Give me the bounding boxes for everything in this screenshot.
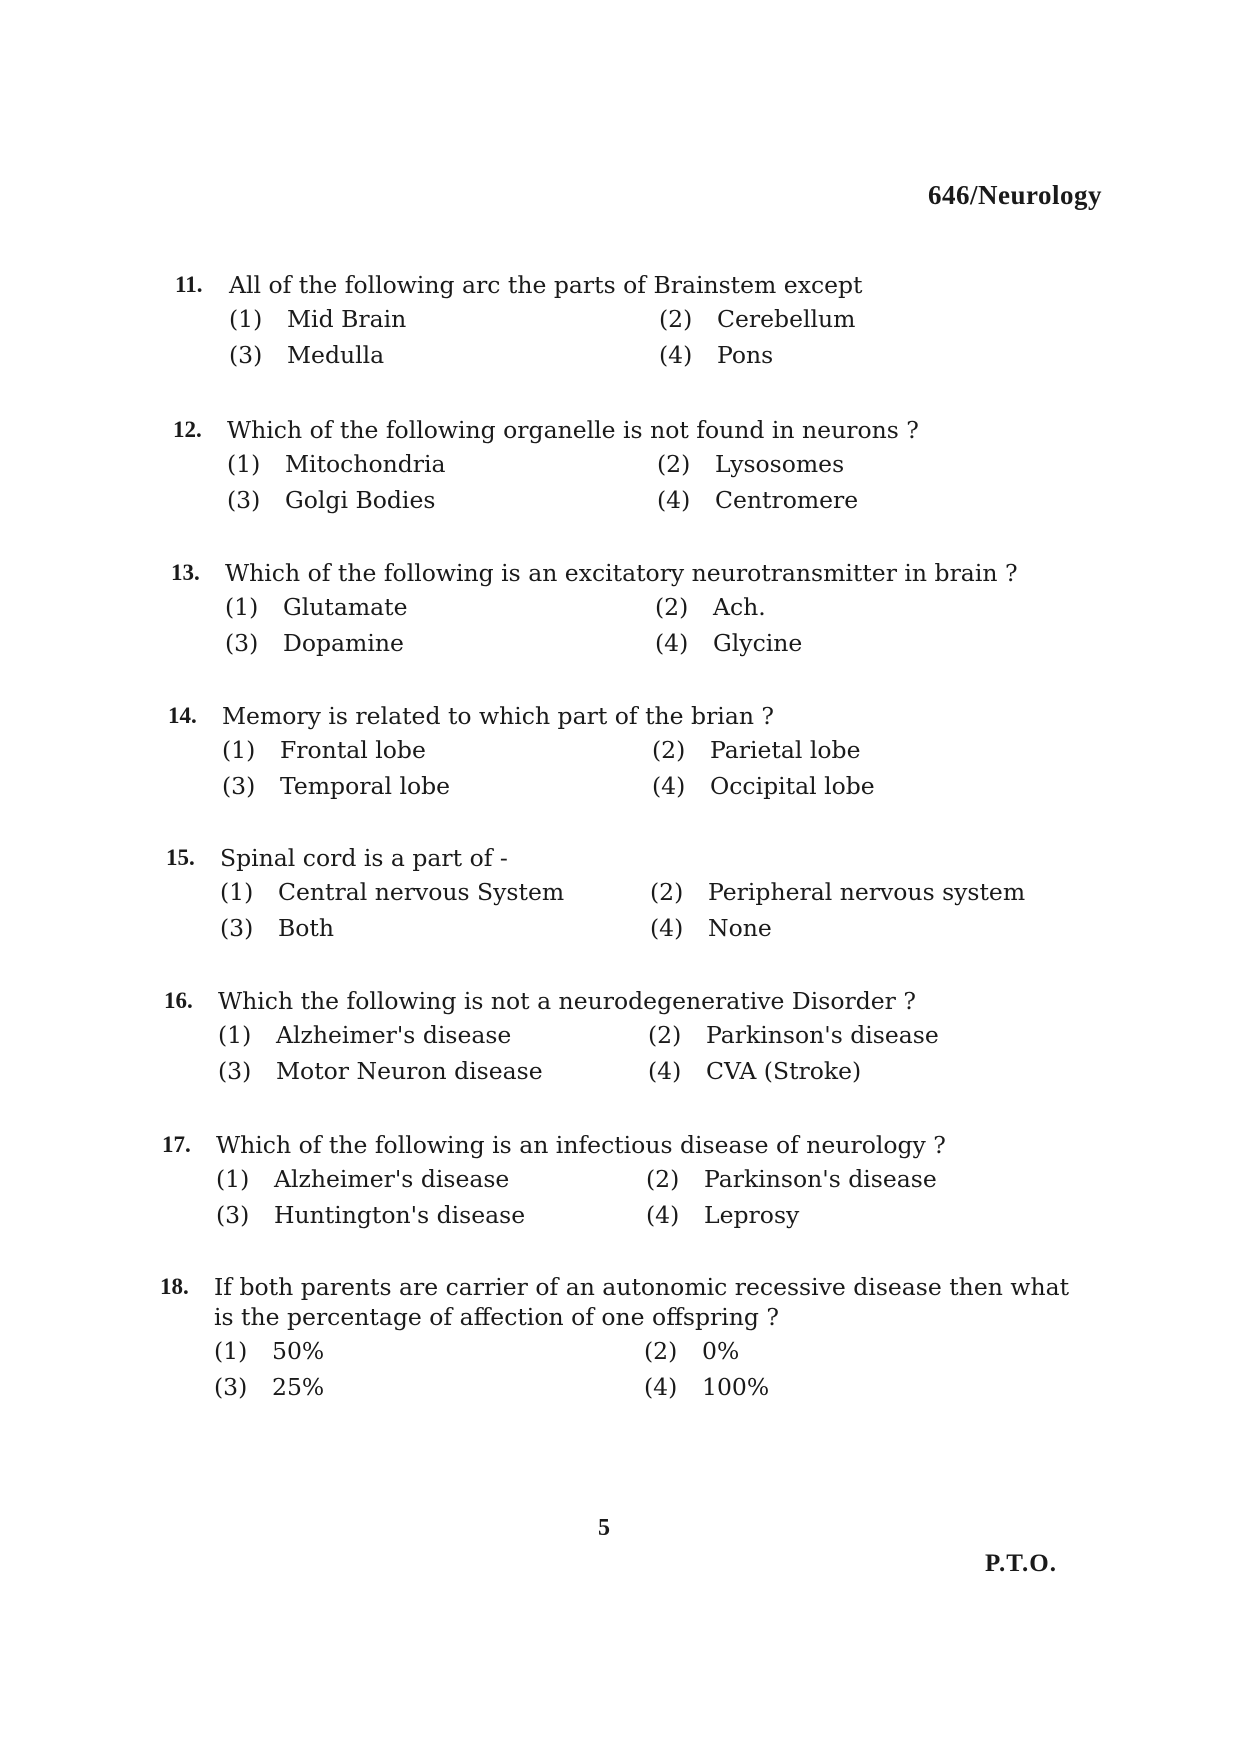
option-text: Huntington's disease [274,1201,526,1229]
option-text: Mitochondria [285,450,446,478]
question-number: 13. [171,560,200,585]
option-number: (1) [227,450,261,478]
option-1 [216,1164,646,1194]
option-text: Cerebellum [717,305,856,333]
option-number: (3) [229,341,263,369]
option-number: (4) [659,341,693,369]
option-3 [216,1200,646,1230]
question-text: Which of the following is an excitatory neurotransmitter in brain ? [225,559,1018,587]
option-number: (1) [214,1337,248,1365]
option-text: Frontal lobe [280,736,426,764]
question-13 [171,558,1091,658]
option-number: (4) [646,1201,680,1229]
paper-code: 646/Neurology [928,180,1102,210]
please-turn-over: P.T.O. [985,1550,1057,1577]
option-text: Parkinson's disease [706,1021,939,1049]
option-text: 50% [272,1337,325,1365]
question-17 [162,1130,1082,1230]
option-text: Glycine [713,629,803,657]
option-2 [644,1336,1074,1366]
option-3 [220,913,650,943]
question-text: Spinal cord is a part of - [220,844,508,872]
question-number: 15. [166,845,195,870]
option-4 [646,1200,1076,1230]
option-1 [229,304,659,334]
option-number: (4) [652,772,686,800]
option-text: 0% [702,1337,740,1365]
option-text: Pons [717,341,774,369]
option-text: None [708,914,772,942]
option-number: (4) [655,629,689,657]
options-grid [225,592,1091,658]
option-text: Alzheimer's disease [274,1165,510,1193]
option-2 [646,1164,1076,1194]
option-4 [655,628,1085,658]
option-number: (3) [218,1057,252,1085]
option-3 [227,485,657,515]
option-1 [218,1020,648,1050]
option-4 [644,1372,1074,1402]
option-2 [648,1020,1078,1050]
question-number: 12. [173,417,202,442]
option-number: (4) [648,1057,682,1085]
question-15 [166,843,1086,943]
options-grid [229,304,1095,370]
option-3 [218,1056,648,1086]
question-18 [160,1272,1090,1402]
option-text: Dopamine [283,629,404,657]
option-text: CVA (Stroke) [706,1057,862,1085]
option-text: Motor Neuron disease [276,1057,543,1085]
question-11 [175,270,1095,370]
option-number: (1) [222,736,256,764]
question-text: All of the following arc the parts of Brainstem except [229,271,863,299]
option-text: Both [278,914,334,942]
option-number: (2) [648,1021,682,1049]
option-number: (3) [214,1373,248,1401]
page-number: 5 [598,1515,610,1541]
option-1 [220,877,650,907]
option-number: (4) [650,914,684,942]
question-text: Which of the following is an infectious disease of neurology ? [216,1131,946,1159]
question-text: Which of the following organelle is not found in neurons ? [227,416,919,444]
question-12 [173,415,1093,515]
option-4 [652,771,1082,801]
option-4 [659,340,1089,370]
option-text: Centromere [715,486,859,514]
option-3 [225,628,655,658]
option-4 [657,485,1087,515]
option-number: (3) [225,629,259,657]
question-number: 16. [164,988,193,1013]
question-number: 17. [162,1132,191,1157]
option-number: (1) [229,305,263,333]
option-2 [655,592,1085,622]
option-number: (2) [652,736,686,764]
option-number: (3) [227,486,261,514]
option-text: Parkinson's disease [704,1165,937,1193]
option-number: (4) [644,1373,678,1401]
options-grid [218,1020,1084,1086]
option-1 [214,1336,644,1366]
option-number: (2) [646,1165,680,1193]
question-number: 18. [160,1274,189,1299]
option-number: (2) [657,450,691,478]
option-1 [222,735,652,765]
option-text: 25% [272,1373,325,1401]
option-text: Temporal lobe [280,772,451,800]
option-text: Parietal lobe [710,736,861,764]
option-number: (1) [225,593,259,621]
option-text: Glutamate [283,593,408,621]
option-number: (1) [216,1165,250,1193]
option-text: Leprosy [704,1201,800,1229]
question-16 [164,986,1084,1086]
question-number: 14. [168,703,197,728]
options-grid [222,735,1088,801]
option-text: Golgi Bodies [285,486,436,514]
option-4 [650,913,1080,943]
question-text: If both parents are carrier of an autonomic recessive disease then what is the percentage of affection of one offspring ? [214,1273,1070,1331]
option-number: (1) [220,878,254,906]
option-text: Medulla [287,341,385,369]
option-number: (4) [657,486,691,514]
option-4 [648,1056,1078,1086]
option-2 [657,449,1087,479]
option-text: Alzheimer's disease [276,1021,512,1049]
option-number: (2) [650,878,684,906]
option-number: (1) [218,1021,252,1049]
option-number: (3) [220,914,254,942]
option-number: (2) [659,305,693,333]
option-number: (2) [644,1337,678,1365]
option-1 [227,449,657,479]
option-text: Ach. [713,593,766,621]
option-number: (2) [655,593,689,621]
option-text: Peripheral nervous system [708,878,1026,906]
option-2 [659,304,1089,334]
options-grid [227,449,1093,515]
option-number: (3) [222,772,256,800]
option-text: Mid Brain [287,305,407,333]
option-text: Central nervous System [278,878,565,906]
option-2 [650,877,1080,907]
question-text: Memory is related to which part of the brian ? [222,702,775,730]
option-2 [652,735,1082,765]
question-text: Which the following is not a neurodegenerative Disorder ? [218,987,916,1015]
option-text: Lysosomes [715,450,845,478]
options-grid [216,1164,1082,1230]
options-grid [220,877,1086,943]
question-14 [168,701,1088,801]
question-number: 11. [175,272,203,297]
option-text: 100% [702,1373,770,1401]
option-number: (3) [216,1201,250,1229]
option-3 [229,340,659,370]
options-grid [214,1336,1090,1402]
option-3 [222,771,652,801]
option-text: Occipital lobe [710,772,875,800]
option-3 [214,1372,644,1402]
option-1 [225,592,655,622]
